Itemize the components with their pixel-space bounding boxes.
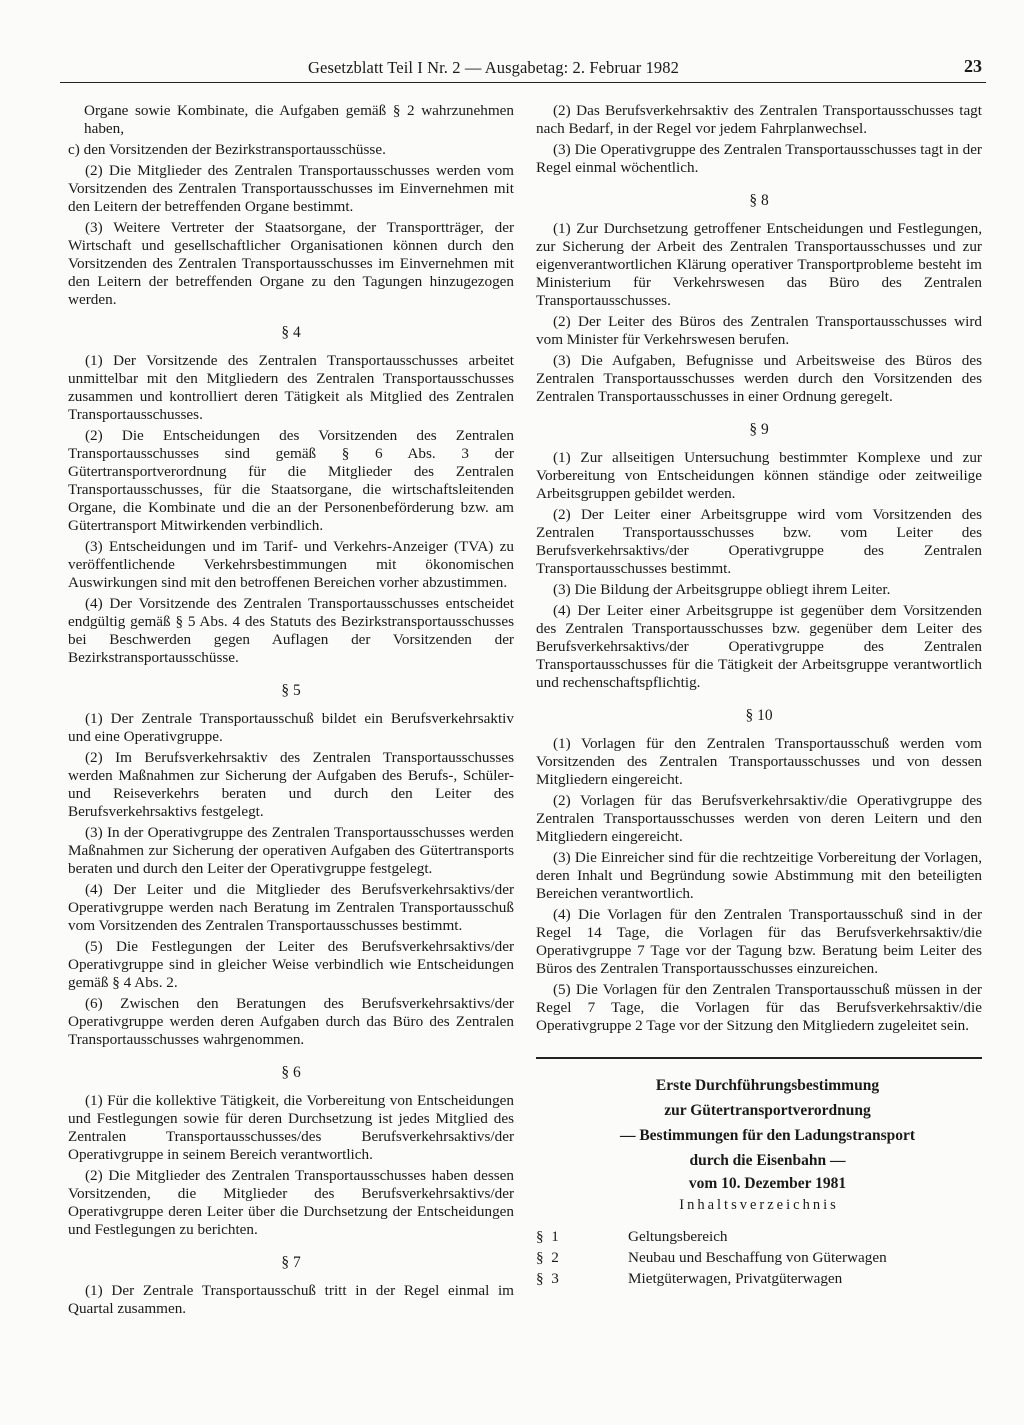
left-column [68,102,514,1321]
toc-paragraph-number: § 2 [536,1249,559,1266]
toc-title: Geltungsbereich [628,1228,728,1245]
paragraph: (1) Zur Durchsetzung getroffener Entscheidungen und Festlegungen, zur Sicherung der Arbeit des Zentralen Transportausschusses und zur eigenverantwortlichen Klärung operativer Transportprobleme besteht im Ministerium für Verkehrswesen das Büro des Zentralen Transportausschusses. [536,220,982,309]
page-header [60,56,986,83]
decree-date: vom 10. Dezember 1981 [688,1175,847,1192]
section-heading: § 10 [745,707,773,724]
paragraph: (4) Der Vorsitzende des Zentralen Transportausschusses entscheidet endgültig gemäß § 5 Abs. 4 des Statuts des Bezirkstransportausschusses bei Beschwerden gegen Auflagen der Vorsitzenden der Bezirkstransportausschüsse. [68,595,514,666]
paragraph: (3) Weitere Vertreter der Staatsorgane, der Transportträger, der Wirtschaft und gesellschaftlicher Organisationen können durch den Vorsitzenden des Zentralen Transportausschusses im Einvernehmen mit den Leitern der betreffenden Organe zu den Tagungen hinzugezogen werden. [68,219,514,308]
paragraph: (3) Entscheidungen und im Tarif- und Verkehrs-Anzeiger (TVA) zu veröffentlichende Verkehrsbestimmungen mit ökonomischen Auswirkungen sind mit den betroffenen Bereichen vorher abzustimmen. [68,538,514,591]
section-heading: § 4 [281,324,301,341]
toc-heading: Inhaltsverzeichnis [679,1197,839,1213]
toc-paragraph-number: § 1 [536,1228,559,1245]
toc-row [536,1226,982,1247]
section-heading: § 8 [749,192,769,209]
toc-row [536,1268,982,1289]
paragraph: (4) Der Leiter und die Mitglieder des Berufsverkehrsaktivs/der Operativgruppe werden nach Beratung im Zentralen Transportausschuß vom Vorsitzenden des Zentralen Transportausschusses bestimmt. [68,881,514,934]
toc-title: Mietgüterwagen, Privatgüterwagen [628,1270,843,1287]
decree-title-line: zur Gütertransportverordnung [664,1102,871,1119]
paragraph: (3) Die Bildung der Arbeitsgruppe obliegt ihrem Leiter. [553,581,891,598]
paragraph: (1) Der Zentrale Transportausschuß tritt in der Regel einmal im Quartal zusammen. [68,1282,514,1317]
toc-paragraph-number: § 3 [536,1270,559,1287]
paragraph: (1) Der Vorsitzende des Zentralen Transportausschusses arbeitet unmittelbar mit den Mitgliedern des Zentralen Transportausschusses zusammen und kontrolliert deren Tätigkeit als Mitglied des Zentralen Transportausschusses. [68,352,514,423]
paragraph: (1) Für die kollektive Tätigkeit, die Vorbereitung von Entscheidungen und Festlegungen sowie für deren Durchsetzung ist jedes Mitglied des Zentralen Transportausschusses/des Berufsverkehrsaktivs/der Operativgruppe in seinem Bereich verantwortlich. [68,1092,514,1163]
right-column [536,102,982,1289]
header-title: Gesetzblatt Teil I Nr. 2 — Ausgabetag: 2. Februar 1982 [308,58,679,77]
section-heading: § 7 [281,1254,301,1271]
paragraph: (2) Der Leiter des Büros des Zentralen Transportausschusses wird vom Minister für Verkehrswesen berufen. [536,313,982,348]
paragraph: (2) Im Berufsverkehrsaktiv des Zentralen Transportausschusses werden Maßnahmen zur Sicherung der Aufgaben des Berufs-, Schüler- und Reiseverkehrs beraten und durch den Leiter des Berufsverkehrsaktivs festgelegt. [68,749,514,820]
decree-title-line: durch die Eisenbahn — [689,1152,846,1169]
paragraph: (1) Der Zentrale Transportausschuß bildet ein Berufsverkehrsaktiv und eine Operativgruppe. [68,710,514,745]
decree-title-line: — Bestimmungen für den Ladungstransport [619,1127,916,1144]
paragraph: (2) Das Berufsverkehrsaktiv des Zentralen Transportausschusses tagt nach Bedarf, in der Regel vor jedem Fahrplanwechsel. [536,102,982,137]
paragraph: (3) Die Aufgaben, Befugnisse und Arbeitsweise des Büros des Zentralen Transportausschusses werden durch den Vorsitzenden des Zentralen Transportausschusses in einer Ordnung geregelt. [536,352,982,405]
toc-title: Neubau und Beschaffung von Güterwagen [628,1249,887,1266]
paragraph: (2) Die Mitglieder des Zentralen Transportausschusses werden vom Vorsitzenden des Zentralen Transportausschusses im Einvernehmen mit den Leitern der betreffenden Organe bestimmt. [68,162,514,215]
section-heading: § 6 [281,1064,301,1081]
paragraph: (2) Die Entscheidungen des Vorsitzenden des Zentralen Transportausschusses sind gemäß § 6 Abs. 3 der Gütertransportverordnung für die Mitglieder des Zentralen Transportausschusses, für die Staatsorgane, die wirtschaftsleitenden Organe, die Kombinate und die an der Personenbeförderung bzw. am Gütertransport Mitwirkenden verbindlich. [68,427,514,534]
page-number: 23 [964,56,982,76]
paragraph: (3) In der Operativgruppe des Zentralen Transportausschusses werden Maßnahmen zur Sicherung der operativen Aufgaben des Gütertransports beraten und durch den Leiter der Operativgruppe festgelegt. [68,824,514,877]
paragraph: (1) Zur allseitigen Untersuchung bestimmter Komplexe und zur Vorbereitung von Entscheidungen können ständige oder zeitweilige Arbeitsgruppen gebildet werden. [536,449,982,502]
section-divider [536,1057,982,1059]
paragraph: (4) Der Leiter einer Arbeitsgruppe ist gegenüber dem Vorsitzenden des Zentralen Transportausschusses bzw. gegenüber dem Leiter des Berufsverkehrsaktivs/der Operativgruppe des Zentralen Transportausschusses für die Tätigkeit der Arbeitsgruppe verantwortlich und rechenschaftspflichtig. [536,602,982,691]
section-heading: § 5 [281,682,301,699]
decree-title-line: Erste Durchführungsbestimmung [655,1077,880,1094]
paragraph: (2) Die Mitglieder des Zentralen Transportausschusses haben dessen Vorsitzenden, die Mitglieder des Berufsverkehrsaktivs/der Operativgruppe deren Leiter über die Durchsetzung der Entscheidungen und Festlegungen zu berichten. [68,1167,514,1238]
paragraph: (2) Vorlagen für das Berufsverkehrsaktiv/die Operativgruppe des Zentralen Transportausschusses werden von deren Leitern und den Mitgliedern eingereicht. [536,792,982,845]
section-heading: § 9 [749,421,769,438]
toc-row [536,1247,982,1268]
paragraph: (6) Zwischen den Beratungen des Berufsverkehrsaktivs/der Operativgruppe werden deren Aufgaben durch das Büro des Zentralen Transportausschusses wahrgenommen. [68,995,514,1048]
paragraph: c) den Vorsitzenden der Bezirkstransportausschüsse. [68,141,386,158]
paragraph: (5) Die Vorlagen für den Zentralen Transportausschuß müssen in der Regel 7 Tage, die Vorlagen für das Berufsverkehrsaktiv/die Operativgruppe 2 Tage vor der Sitzung den Mitgliedern zugeleitet sein. [536,981,982,1034]
paragraph: (3) Die Einreicher sind für die rechtzeitige Vorbereitung der Vorlagen, deren Inhalt und Begründung sowie Abstimmung mit den beteiligten Bereichen verantwortlich. [536,849,982,902]
paragraph: (4) Die Vorlagen für den Zentralen Transportausschuß sind in der Regel 14 Tage, die Vorlagen für das Berufsverkehrsaktiv/die Operativgruppe 7 Tage vor der Tagung bzw. Beratung beim Leiter des Büros des Zentralen Transportausschusses einzureichen. [536,906,982,977]
paragraph: (1) Vorlagen für den Zentralen Transportausschuß werden vom Vorsitzenden des Zentralen Transportausschusses und von dessen Mitgliedern eingereicht. [536,735,982,788]
paragraph: (2) Der Leiter einer Arbeitsgruppe wird vom Vorsitzenden des Zentralen Transportausschusses bzw. vom Leiter des Berufsverkehrsaktivs/der Operativgruppe des Zentralen Transportausschusses bestimmt. [536,506,982,577]
paragraph: (3) Die Operativgruppe des Zentralen Transportausschusses tagt in der Regel einmal wöchentlich. [536,141,982,176]
paragraph: (5) Die Festlegungen der Leiter des Berufsverkehrsaktivs/der Operativgruppe sind in gleicher Weise verbindlich wie Entscheidungen gemäß § 4 Abs. 2. [68,938,514,991]
table-of-contents [536,1226,982,1289]
paragraph: Organe sowie Kombinate, die Aufgaben gemäß § 2 wahrzunehmen haben, [84,102,514,137]
